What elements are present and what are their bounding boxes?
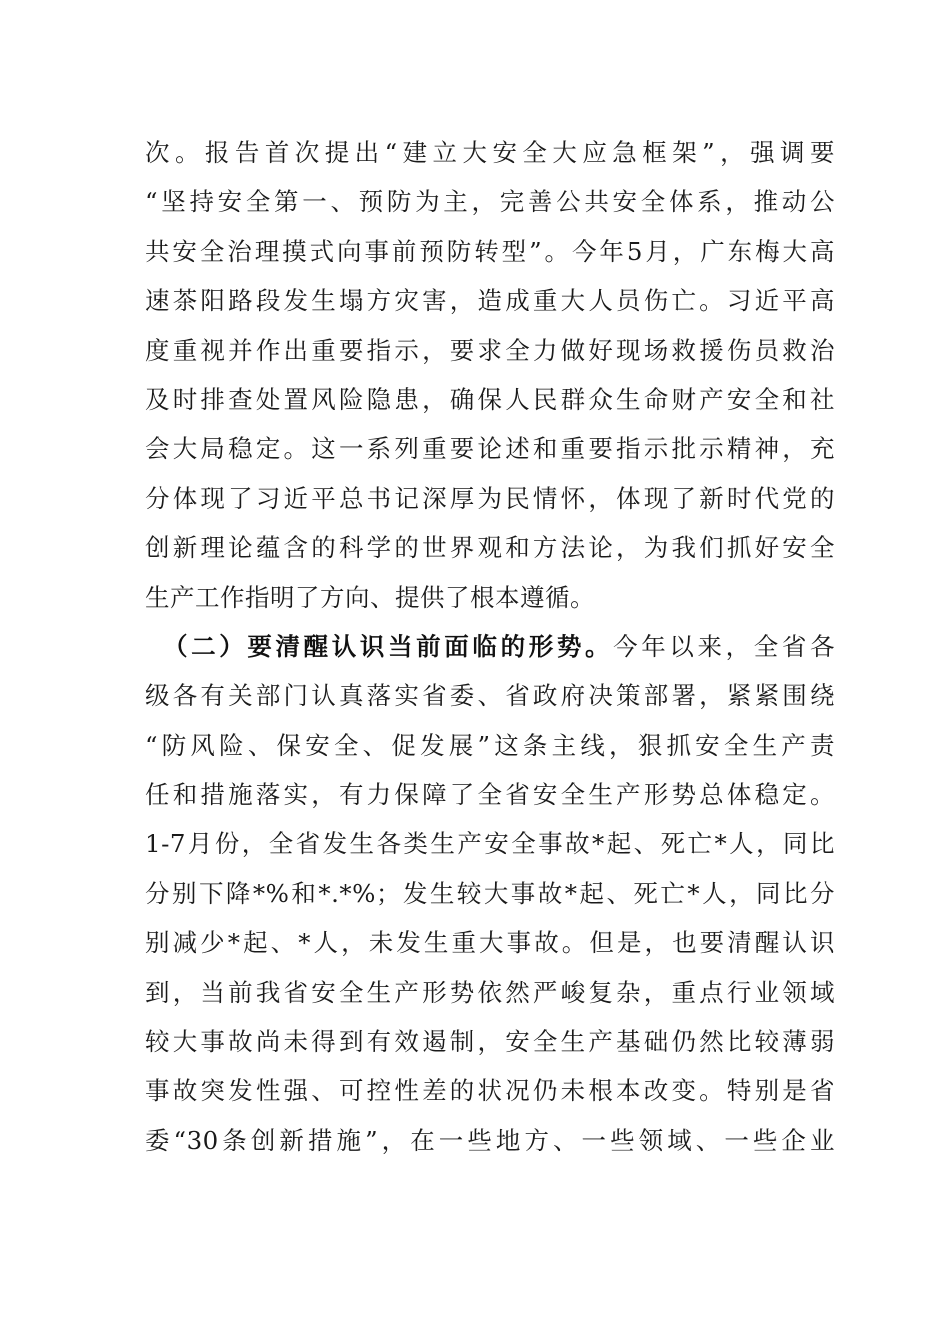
paragraph-2-line-7: 别减少*起、*人，未发生重大事故。但是，也要清醒认识 [145,928,835,958]
paragraph-2-line-8: 到，当前我省安全生产形势依然严峻复杂，重点行业领域 [145,977,835,1007]
paragraph-1-line-7: 会大局稳定。这一系列重要论述和重要指示批示精神，充 [145,434,835,464]
paragraph-1-line-2: “坚持安全第一、预防为主，完善公共安全体系，推动公 [145,187,835,217]
paragraph-2-line-6: 分别下降*%和*.*%；发生较大事故*起、死亡*人，同比分 [145,878,835,908]
paragraph-1-line-10: 生产工作指明了方向、提供了根本遵循。 [145,582,595,612]
paragraph-2-line-10: 事故突发性强、可控性差的状况仍未根本改变。特别是省 [145,1076,835,1106]
paragraph-1-line-9: 创新理论蕴含的科学的世界观和方法论，为我们抓好安全 [145,533,835,563]
paragraph-1-line-1: 次。报告首次提出“建立大安全大应急框架”，强调要 [145,138,835,167]
paragraph-2 [145,622,835,1165]
paragraph-2-line-9: 较大事故尚未得到有效遏制，安全生产基础仍然比较薄弱 [145,1027,835,1057]
paragraph-2-line-1 [145,622,835,671]
paragraph-2-line-5: 1-7月份，全省发生各类生产安全事故*起、死亡*人，同比 [145,829,835,859]
paragraph-1-line-6: 及时排查处置风险隐患，确保人民群众生命财产安全和社 [145,384,835,414]
paragraph-1-line-5: 度重视并作出重要指示，要求全力做好现场救援伤员救治 [145,335,835,365]
paragraph-1-line-3: 共安全治理摸式向事前预防转型”。今年5月，广东梅大高 [145,236,835,266]
paragraph-2-line-11: 委“30条创新措施”，在一些地方、一些领域、一些企业 [145,1125,835,1155]
paragraph-1 [145,128,835,622]
paragraph-1-line-8: 分体现了习近平总书记深厚为民情怀，体现了新时代党的 [145,483,835,513]
paragraph-2-line-3: “防风险、保安全、促发展”这条主线，狠抓安全生产责 [145,730,835,760]
paragraph-2-line-4: 任和措施落实，有力保障了全省安全生产形势总体稳定。 [145,780,835,810]
document-body [145,128,835,1165]
paragraph-2-line-1-text: 今年以来，全省各 [613,631,836,661]
paragraph-2-line-2: 级各有关部门认真落实省委、省政府决策部署，紧紧围绕 [145,681,835,711]
paragraph-1-line-4: 速茶阳路段发生塌方灾害，造成重大人员伤亡。习近平高 [145,286,835,316]
section-heading: （二）要清醒认识当前面临的形势。 [163,631,614,661]
